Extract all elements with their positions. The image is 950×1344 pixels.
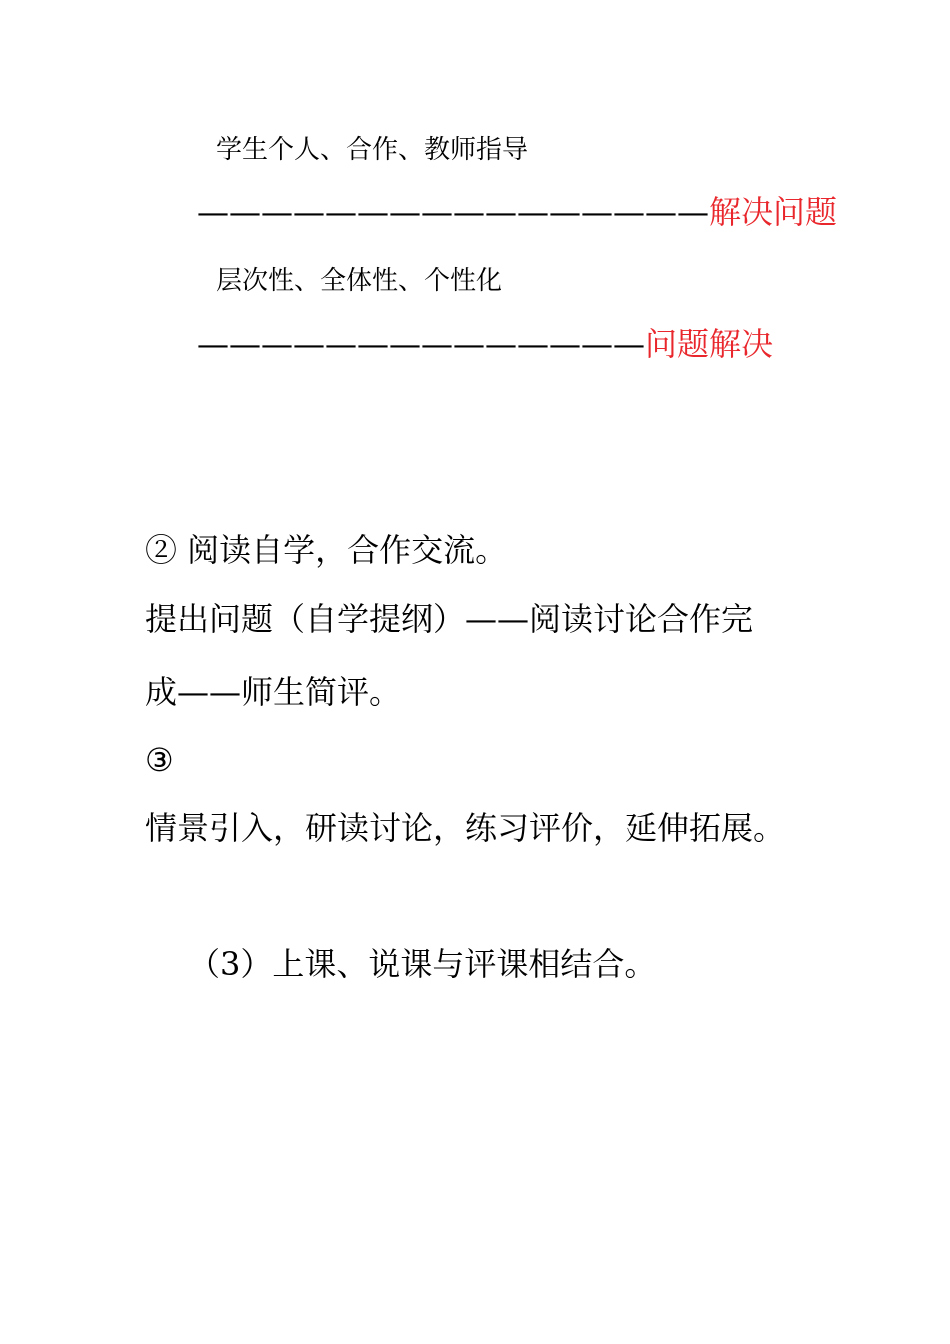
flow-step-2-dashes: —————————————— [197, 325, 645, 363]
item-2-text-line-2: 成——师生简评。 [145, 673, 402, 711]
flow-step-1-text: 学生个人、合作、教师指导 [216, 135, 529, 165]
flow-step-2-result: 问题解决 [645, 325, 774, 363]
flow-step-1-arrow [197, 193, 838, 231]
flow-step-1-result: 解决问题 [709, 193, 838, 231]
flow-step-1-dashes: ———————————————— [197, 193, 709, 231]
flow-step-2-text: 层次性、全体性、个性化 [216, 266, 503, 296]
section-3-heading: （3）上课、说课与评课相结合。 [188, 945, 657, 983]
item-2-heading: ② 阅读自学，合作交流。 [145, 531, 508, 569]
item-3-text: 情景引入，研读讨论，练习评价，延伸拓展。 [145, 809, 786, 847]
item-3-marker: ③ [145, 741, 174, 779]
flow-step-2-arrow [197, 325, 774, 363]
item-2-text-line-1: 提出问题（自学提纲）——阅读讨论合作完 [145, 600, 754, 638]
